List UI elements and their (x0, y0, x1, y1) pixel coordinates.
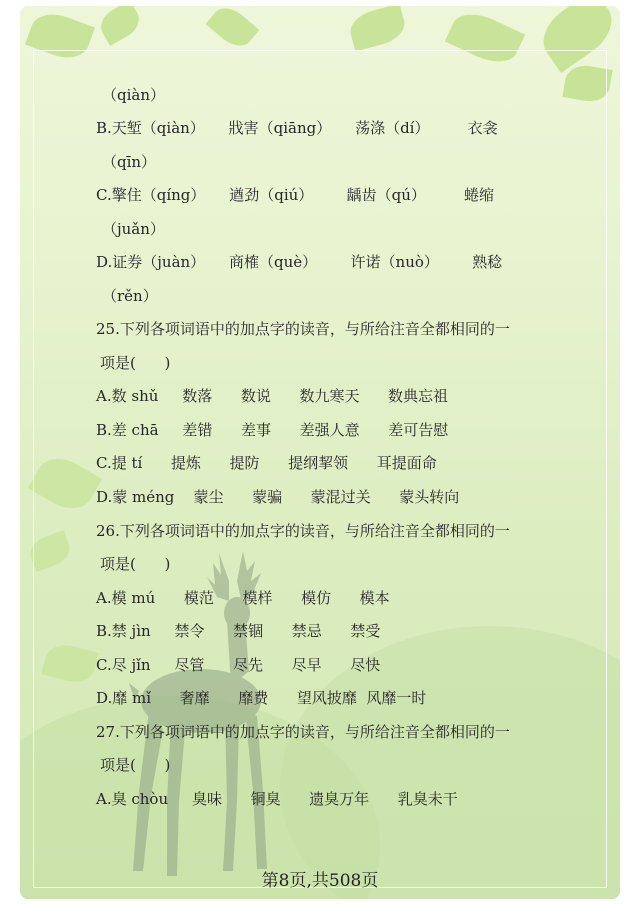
option-a: A.臭 chòu 臭味 铜臭 遗臭万年 乳臭未干 (96, 790, 458, 808)
leaf-decoration (95, 6, 145, 46)
text-line: C.擎住（qíng） 遒劲（qiú） 龋齿（qú） 蜷缩 (96, 186, 495, 204)
option-d: D.蒙 méng 蒙尘 蒙骗 蒙混过关 蒙头转向 (96, 488, 460, 506)
text-line: B.天堑（qiàn） 戕害（qiāng） 荡涤（dí） 衣衾 (96, 119, 498, 137)
text-line: 项是( ) (100, 354, 171, 372)
option-a: A.模 mú 模范 模样 模仿 模本 (96, 589, 390, 607)
text-line: （qīn） (102, 153, 157, 171)
option-d: D.靡 mǐ 奢靡 靡费 望风披靡 风靡一时 (96, 689, 427, 707)
option-c: C.尽 jǐn 尽管 尽先 尽早 尽快 (96, 656, 381, 674)
option-b: B.差 chā 差错 差事 差强人意 差可告慰 (96, 421, 449, 439)
leaf-decoration (346, 6, 408, 52)
question-25: 25.下列各项词语中的加点字的读音，与所给注音全都相同的一 (96, 320, 510, 338)
text-line: （qiàn） (102, 86, 166, 104)
text-line: D.证券（juàn） 商榷（què） 许诺（nuò） 熟稔 (96, 253, 503, 271)
text-line: 项是( ) (100, 555, 171, 573)
option-a: A.数 shǔ 数落 数说 数九寒天 数典忘祖 (96, 387, 449, 405)
text-line: （rěn） (102, 287, 158, 305)
leaf-decoration (206, 6, 260, 53)
question-26: 26.下列各项词语中的加点字的读音，与所给注音全都相同的一 (96, 522, 510, 540)
option-b: B.禁 jìn 禁令 禁锢 禁忌 禁受 (96, 622, 381, 640)
text-line: （juǎn） (102, 220, 165, 238)
option-c: C.提 tí 提炼 提防 提纲挈领 耳提面命 (96, 454, 437, 472)
question-27: 27.下列各项词语中的加点字的读音，与所给注音全都相同的一 (96, 723, 510, 741)
page-number: 第8页,共508页 (261, 871, 379, 891)
text-line: 项是( ) (100, 756, 171, 774)
